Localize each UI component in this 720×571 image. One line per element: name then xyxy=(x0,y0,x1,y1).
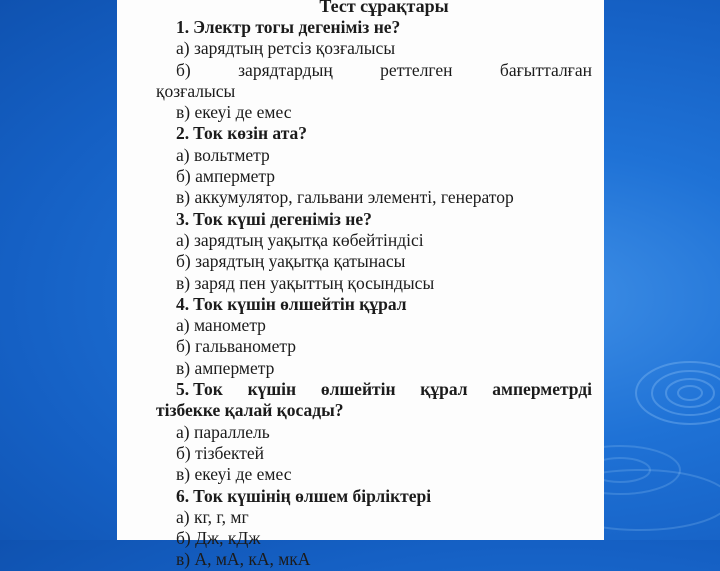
answer-option: а) параллель xyxy=(176,421,270,442)
question-block-6 xyxy=(156,486,592,571)
answer-option: б) гальванометр xyxy=(176,336,296,357)
answer-option: б) Дж, кДж xyxy=(176,528,261,549)
question-block-3 xyxy=(156,209,592,294)
question-number: 5. xyxy=(176,379,190,400)
question-block-1 xyxy=(156,17,592,123)
answer-option-continuation: қозғалысы xyxy=(156,80,236,101)
question-number: 3. xyxy=(176,208,190,229)
answer-option: а) кг, г, мг xyxy=(176,506,249,527)
answer-option: б) тізбектей xyxy=(176,442,265,463)
question-text: Ток күші дегеніміз не? xyxy=(193,208,372,229)
answer-option: в) А, мА, кА, мкА xyxy=(176,549,311,570)
question-block-2 xyxy=(156,123,592,208)
answer-option: б) зарядтардың реттелген бағытталған xyxy=(176,59,592,80)
question-number: 6. xyxy=(176,485,190,506)
question-text: Ток күшін өлшейтін құрал xyxy=(193,293,407,314)
answer-option: в) аккумулятор, гальвани элементі, генератор xyxy=(176,187,514,208)
question-text-line-1: Ток күшін өлшейтін құрал амперметрді xyxy=(193,379,592,400)
question-heading xyxy=(156,123,592,144)
answer-option: б) амперметр xyxy=(176,166,276,187)
question-text: Ток күшінің өлшем бірліктері xyxy=(193,485,432,506)
question-heading xyxy=(156,379,592,400)
question-number: 4. xyxy=(176,293,190,314)
question-number: 2. xyxy=(176,123,190,144)
test-content xyxy=(156,0,592,571)
question-block-4 xyxy=(156,294,592,379)
question-text: Электр тогы дегеніміз не? xyxy=(193,17,401,37)
answer-option: а) манометр xyxy=(176,315,266,336)
question-heading xyxy=(156,17,592,38)
answer-option: в) екеуі де емес xyxy=(176,464,292,485)
question-text-line-2: тізбекке қалай қосады? xyxy=(156,400,344,421)
question-number: 1. xyxy=(176,17,190,37)
answer-option: в) екеуі де емес xyxy=(176,102,292,123)
answer-option: а) зарядтың уақытқа көбейтіндісі xyxy=(176,229,424,250)
answer-option: в) амперметр xyxy=(176,357,275,378)
answer-option: б) зарядтың уақытқа қатынасы xyxy=(176,251,406,272)
answer-option: а) вольтметр xyxy=(176,144,270,165)
question-block-5 xyxy=(156,379,592,485)
question-text: Ток көзін ата? xyxy=(193,123,308,144)
page-title: Тест сұрақтары xyxy=(319,0,449,16)
question-heading xyxy=(156,486,592,507)
answer-option: а) зарядтың ретсіз қозғалысы xyxy=(176,38,396,59)
document-page xyxy=(117,0,604,570)
question-heading xyxy=(156,209,592,230)
question-heading xyxy=(156,294,592,315)
answer-option: в) заряд пен уақыттың қосындысы xyxy=(176,272,435,293)
